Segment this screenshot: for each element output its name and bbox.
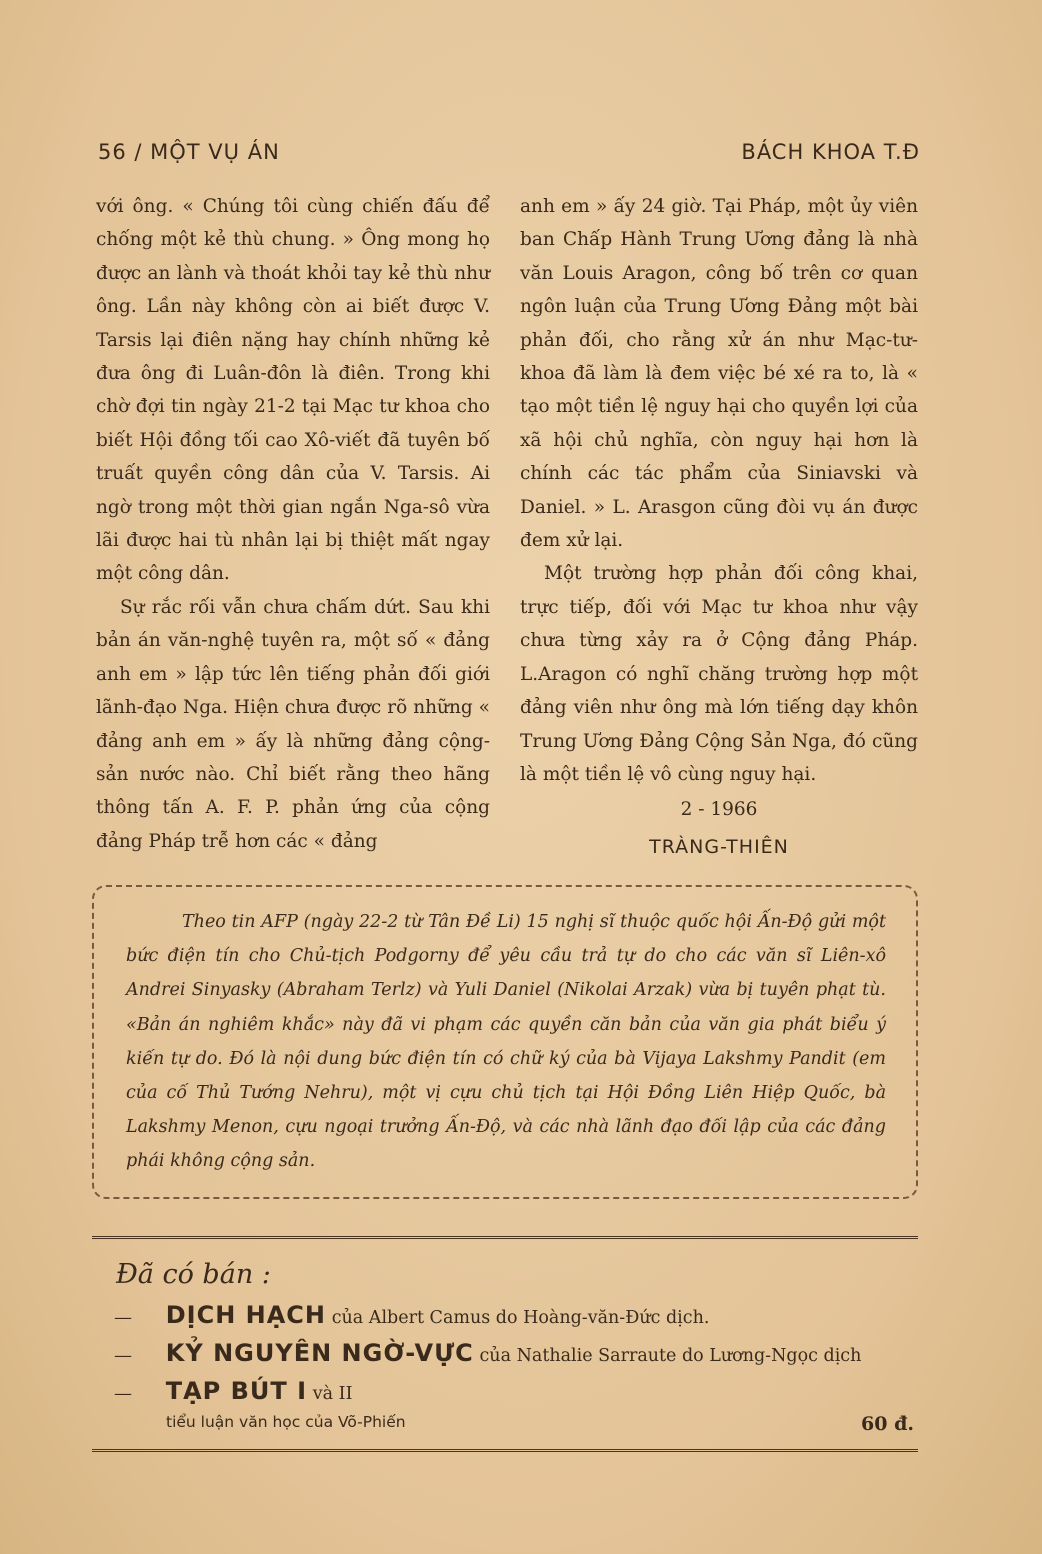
ad-dash: —: [114, 1345, 132, 1366]
right-paragraph-1: anh em » ấy 24 giờ. Tại Pháp, một ủy viên ban Chấp Hành Trung Ương đảng là nhà văn Louis Aragon, công bố trên cơ quan ngôn luận của Trung Ương Đảng một bài phản đối, cho rằng xử án như Mạc-tư-khoa đã làm là đem việc bé xé ra to, là « tạo một tiền lệ nguy hại cho quyền lợi của xã hội chủ nghĩa, còn nguy hại hơn là chính các tác phẩm của Siniavski và Daniel. » L. Arasgon cũng đòi vụ án được đem xử lại.: [520, 196, 918, 552]
ad-title: Đã có bán :: [116, 1259, 271, 1290]
right-paragraph-2: Một trường hợp phản đối công khai, trực tiếp, đối với Mạc tư khoa như vậy chưa từng xảy ra ở Cộng đảng Pháp. L.Aragon có nghĩ chăng trường hợp một đảng viên như ông mà lớn tiếng dạy khôn Trung Ương Đảng Cộng Sản Nga, đó cũng là một tiền lệ vô cùng nguy hại.: [520, 563, 918, 785]
news-box-text: [126, 905, 886, 1179]
ad-item-2: [114, 1339, 861, 1367]
news-text: Theo tin AFP (ngày 22-2 từ Tân Đề Li) 15 nghị sĩ thuộc quốc hội Ấn-Độ gửi một bức điện tín cho Chủ-tịch Podgorny để yêu cầu trả tự do cho các văn sĩ Liên-xô Andrei Sinyasky (Abraham Terlz) và Yuli Daniel (Nikolai Arzak) vừa bị tuyên phạt tù. «Bản án nghiêm khắc» này đã vi phạm các quyền căn bản của văn gia phát biểu ý kiến tự do. Đó là nội dung bức điện tín có chữ ký của bà Vijaya Lakshmy Pandit (em của cố Thủ Tướng Nehru), một vị cựu chủ tịch tại Hội Đồng Liên Hiệp Quốc, bà Lakshmy Menon, cựu ngoại trưởng Ấn-Độ, và các nhà lãnh đạo đối lập của các đảng phái không cộng sản.: [126, 912, 886, 1172]
left-paragraph-1: với ông. « Chúng tôi cùng chiến đấu để chống một kẻ thù chung. » Ông mong họ được an lành và thoát khỏi tay kẻ thù như ông. Lần này không còn ai biết được V. Tarsis lại điên nặng hay chính những kẻ đưa ông đi Luân-đôn là điên. Trong khi chờ đợi tin ngày 21-2 tại Mạc tư khoa cho biết Hội đồng tối cao Xô-viết đã tuyên bố truất quyền công dân của V. Tarsis. Ai ngờ trong một thời gian ngắn Nga-sô vừa lãi được hai tù nhân lại bị thiệt mất ngay một công dân.: [96, 196, 490, 585]
left-paragraph-2: Sự rắc rối vẫn chưa chấm dứt. Sau khi bản án văn-nghệ tuyên ra, một số « đảng anh em » lập tức lên tiếng phản đối giới lãnh-đạo Nga. Hiện chưa được rõ những « đảng anh em » ấy là những đảng cộng-sản nước nào. Chỉ biết rằng theo hãng thông tấn A. F. P. phản ứng của cộng đảng Pháp trễ hơn các « đảng: [96, 596, 490, 852]
ad-book-title: DỊCH HẠCH: [165, 1301, 326, 1329]
ad-subtitle: tiểu luận văn học của Võ-Phiến: [166, 1413, 406, 1431]
article-author: TRÀNG-THIÊN: [649, 835, 789, 858]
ad-book-detail: của Albert Camus do Hoàng-văn-Đức dịch.: [331, 1308, 710, 1328]
ad-book-title: KỶ NGUYÊN NGỜ-VỰC: [165, 1339, 474, 1367]
left-column: [96, 190, 490, 858]
ad-book-detail: của Nathalie Sarraute do Lương-Ngọc dịch: [479, 1346, 862, 1366]
page-header: [98, 140, 920, 170]
book-advertisement: [92, 1236, 918, 1452]
ad-dash: —: [114, 1383, 132, 1404]
magazine-name: BÁCH KHOA T.Đ: [741, 140, 920, 164]
ad-item-3: [114, 1377, 353, 1405]
page-number-title: 56 / MỘT VỤ ÁN: [98, 140, 280, 164]
ad-book-title: TẠP BÚT I: [165, 1377, 308, 1405]
ad-price: 60 đ.: [861, 1413, 914, 1435]
ad-dash: —: [114, 1307, 132, 1328]
article-date: 2 - 1966: [680, 799, 758, 821]
right-column: [520, 190, 918, 864]
news-box: [92, 885, 918, 1199]
ad-item-1: [114, 1301, 709, 1329]
ad-book-detail: và II: [312, 1384, 353, 1404]
